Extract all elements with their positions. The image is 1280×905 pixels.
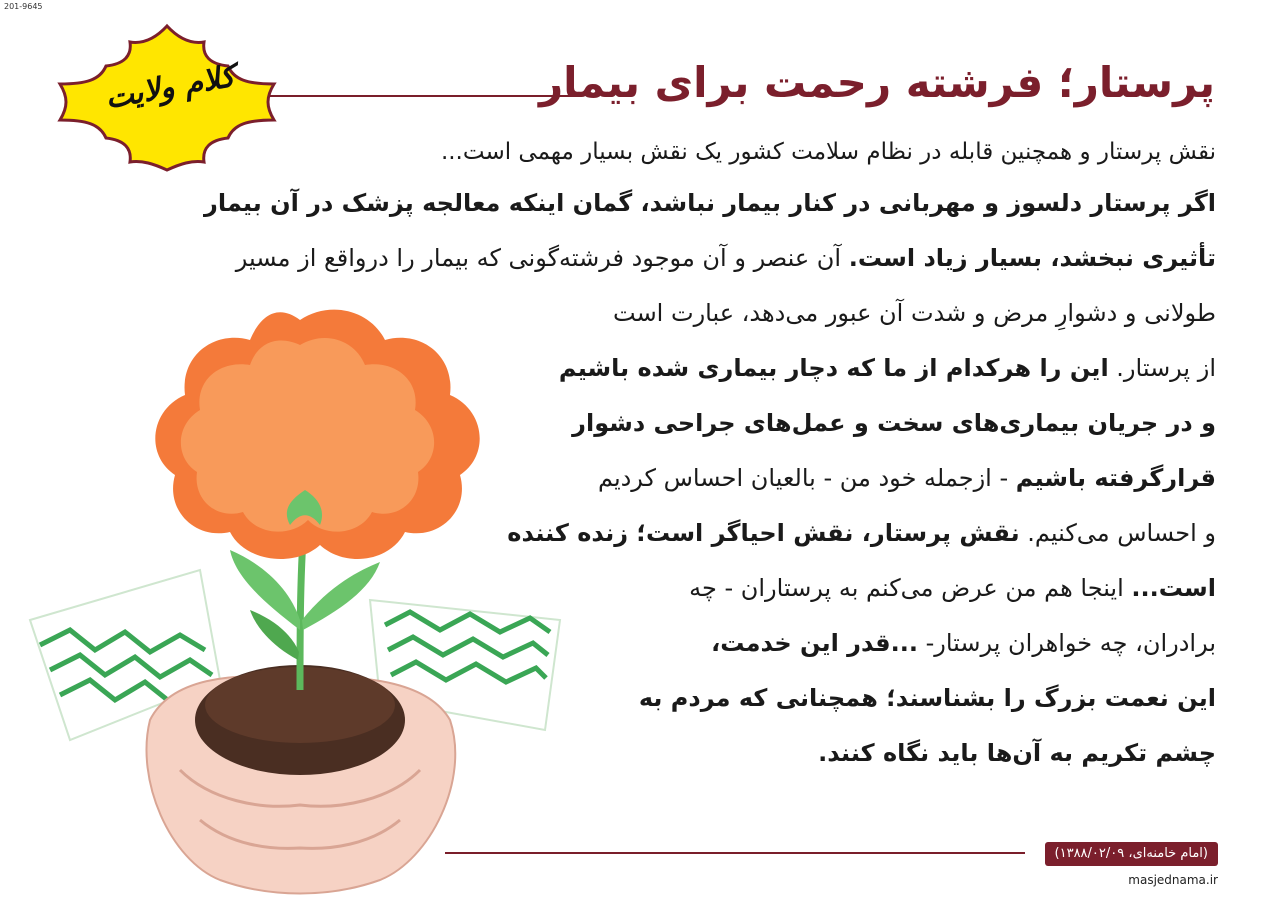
body-lines (51, 176, 1216, 781)
title-rule (270, 95, 575, 97)
site-url: masjednama.ir (1128, 873, 1218, 887)
text-run: اینجا هم من عرض می‌کنم به پرستاران - چه (689, 574, 1132, 602)
bold-text-run: اگر پرستار دلسوز و مهربانی در کنار بیمار نباشد، گمان اینکه معالجه پزشک در آن بیمار (204, 189, 1216, 217)
body-line (51, 176, 1216, 231)
body-line (51, 396, 1216, 451)
bold-text-run: تأثیری نبخشد، بسیار زیاد است. (848, 244, 1216, 272)
corner-id: 201-9645 (4, 2, 43, 11)
intro-line: نقش پرستار و همچنین قابله در نظام سلامت کشور یک نقش بسیار مهمی است... (440, 139, 1216, 165)
text-run: برادران، چه خواهران پرستار- (917, 629, 1216, 657)
body-line (51, 726, 1216, 781)
bold-text-run: چشم تکریم به آن‌ها باید نگاه کنند. (818, 739, 1216, 767)
body-line (51, 341, 1216, 396)
bold-text-run: و در جریان بیماری‌های سخت و عمل‌های جراحی دشوار (572, 409, 1216, 437)
body-line (51, 616, 1216, 671)
body-line (51, 286, 1216, 341)
bold-text-run: قرارگرفته باشیم (1015, 464, 1216, 492)
text-run: آن عنصر و آن موجود فرشته‌گونی که بیمار را درواقع از مسیر (235, 244, 849, 272)
citation-badge: (امام خامنه‌ای، ۱۳۸۸/۰۲/۰۹) (1045, 842, 1218, 866)
bold-text-run: این را هرکدام از ما که دچار بیماری شده باشیم (558, 354, 1109, 382)
bold-text-run: این نعمت بزرگ را بشناسند؛ همچنانی که مردم به (638, 684, 1216, 712)
quote-text-block (51, 128, 1216, 781)
text-run: - ازجمله خود من - بالعیان احساس کردیم (597, 464, 1016, 492)
body-line (51, 451, 1216, 506)
text-run: طولانی و دشوارِ مرض و شدت آن عبور می‌دهد، عبارت است (613, 299, 1216, 327)
body-line (51, 231, 1216, 286)
bold-text-run: نقش پرستار، نقش احیاگر است؛ زنده کننده (507, 519, 1020, 547)
page-title: پرستار؛ فرشته رحمت برای بیمار (539, 58, 1215, 107)
body-line (51, 561, 1216, 616)
bold-text-run: ...قدر این خدمت، (711, 629, 918, 657)
text-run: و احساس می‌کنیم. (1019, 519, 1216, 547)
bold-text-run: است... (1131, 574, 1216, 602)
text-run: از پرستار. (1108, 354, 1216, 382)
body-line (51, 506, 1216, 561)
body-line (51, 671, 1216, 726)
footer-rule (445, 852, 1025, 854)
badge-text: کلام ولایت (102, 58, 238, 117)
